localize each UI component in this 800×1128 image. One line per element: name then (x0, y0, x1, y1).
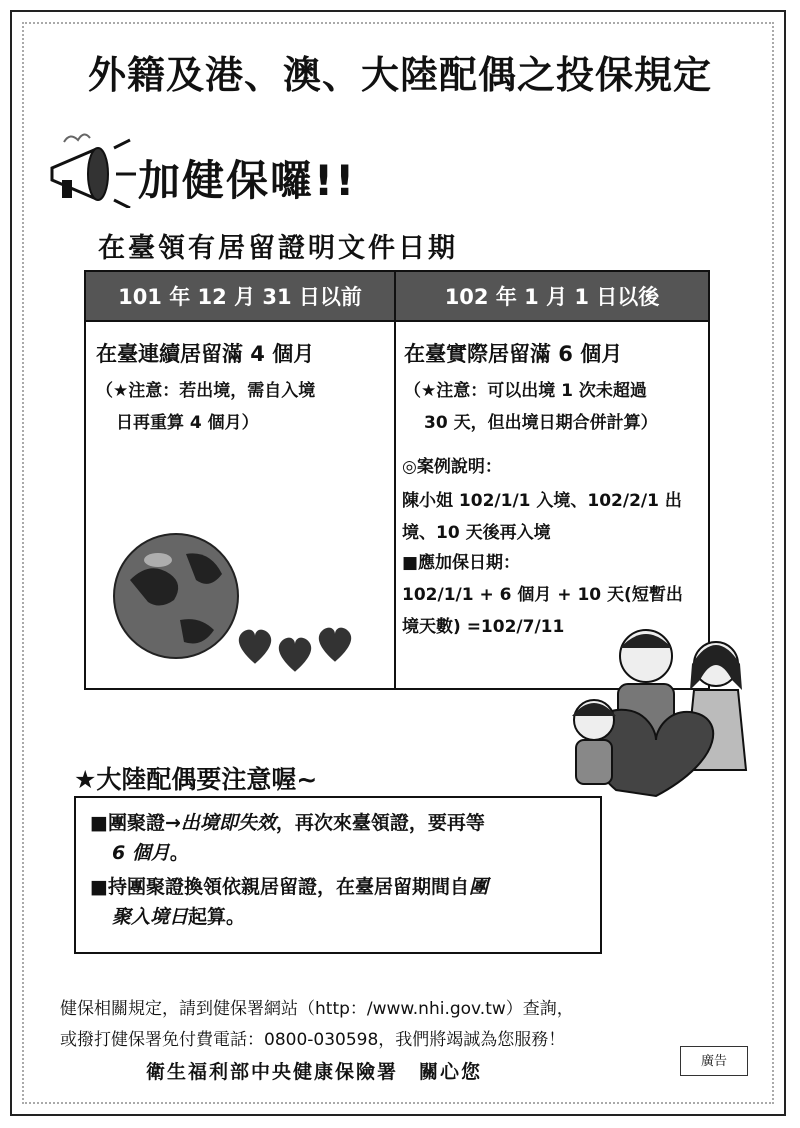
notes-item2-a: ■持團聚證換領依親居留證，在臺居留期間自 (90, 876, 469, 898)
notes-item2-d: 起算。 (188, 906, 246, 928)
case-line2: 境、10 天後再入境 (402, 523, 551, 543)
section-heading: 在臺領有居留證明文件日期 (98, 233, 458, 264)
family-illustration (556, 620, 756, 800)
ad-label: 廣告 (680, 1046, 748, 1076)
notes-item1-e: 。 (169, 842, 189, 864)
notes-item1 (90, 808, 586, 838)
left-note2: 日再重算 4 個月） (116, 413, 259, 433)
case-title: ◎案例說明： (402, 457, 502, 477)
footer-line2: 或撥打健保署免付費電話：0800-030598，我們將竭誠為您服務！ (60, 1030, 566, 1050)
notes-item2-c: 聚入境日 (112, 906, 189, 928)
table-divider (394, 272, 396, 688)
hearts-icon (230, 626, 360, 678)
notes-item1-d: 6 個月 (112, 842, 170, 864)
right-header: 102 年 1 月 1 日以後 (396, 272, 708, 322)
footer-line1: 健保相關規定，請到健保署網站（http：/www.nhi.gov.tw）查詢， (60, 999, 574, 1019)
left-main: 在臺連續居留滿 4 個月 (96, 342, 315, 366)
megaphone-icon (44, 128, 140, 208)
case-line1: 陳小姐 102/1/1 入境、102/2/1 出 (402, 491, 682, 511)
left-header: 101 年 12 月 31 日以前 (86, 272, 394, 322)
footer-org: 衛生福利部中央健康保險署 關心您 (146, 1061, 483, 1083)
subtitle: 加健保囉!! (138, 156, 357, 205)
right-main: 在臺實際居留滿 6 個月 (404, 342, 623, 366)
date-line1: 102/1/1 + 6 個月 + 10 天(短暫出 (402, 585, 683, 605)
notes-item2 (90, 872, 586, 902)
page-title: 外籍及港、澳、大陸配偶之投保規定 (87, 53, 712, 97)
date-title: ■應加保日期： (402, 553, 521, 573)
notes-item2-b: 團 (468, 876, 488, 898)
notes-item1-c: ，再次來臺領證，要再等 (275, 812, 485, 834)
notes-box (74, 796, 602, 954)
left-note1: （★注意：若出境，需自入境 (96, 381, 316, 401)
notes-title: ★大陸配偶要注意喔~ (74, 765, 318, 794)
notes-item1-a: ■團聚證→ (90, 812, 181, 834)
notes-item2-cont (90, 902, 586, 932)
notes-item1-b: 出境即失效 (180, 812, 276, 834)
right-note1: （★注意：可以出境 1 次未超過 (404, 381, 647, 401)
notes-item1-cont (90, 838, 586, 868)
date-line2: 境天數) =102/7/11 (402, 617, 565, 637)
right-note2: 30 天，但出境日期合併計算） (424, 413, 658, 433)
